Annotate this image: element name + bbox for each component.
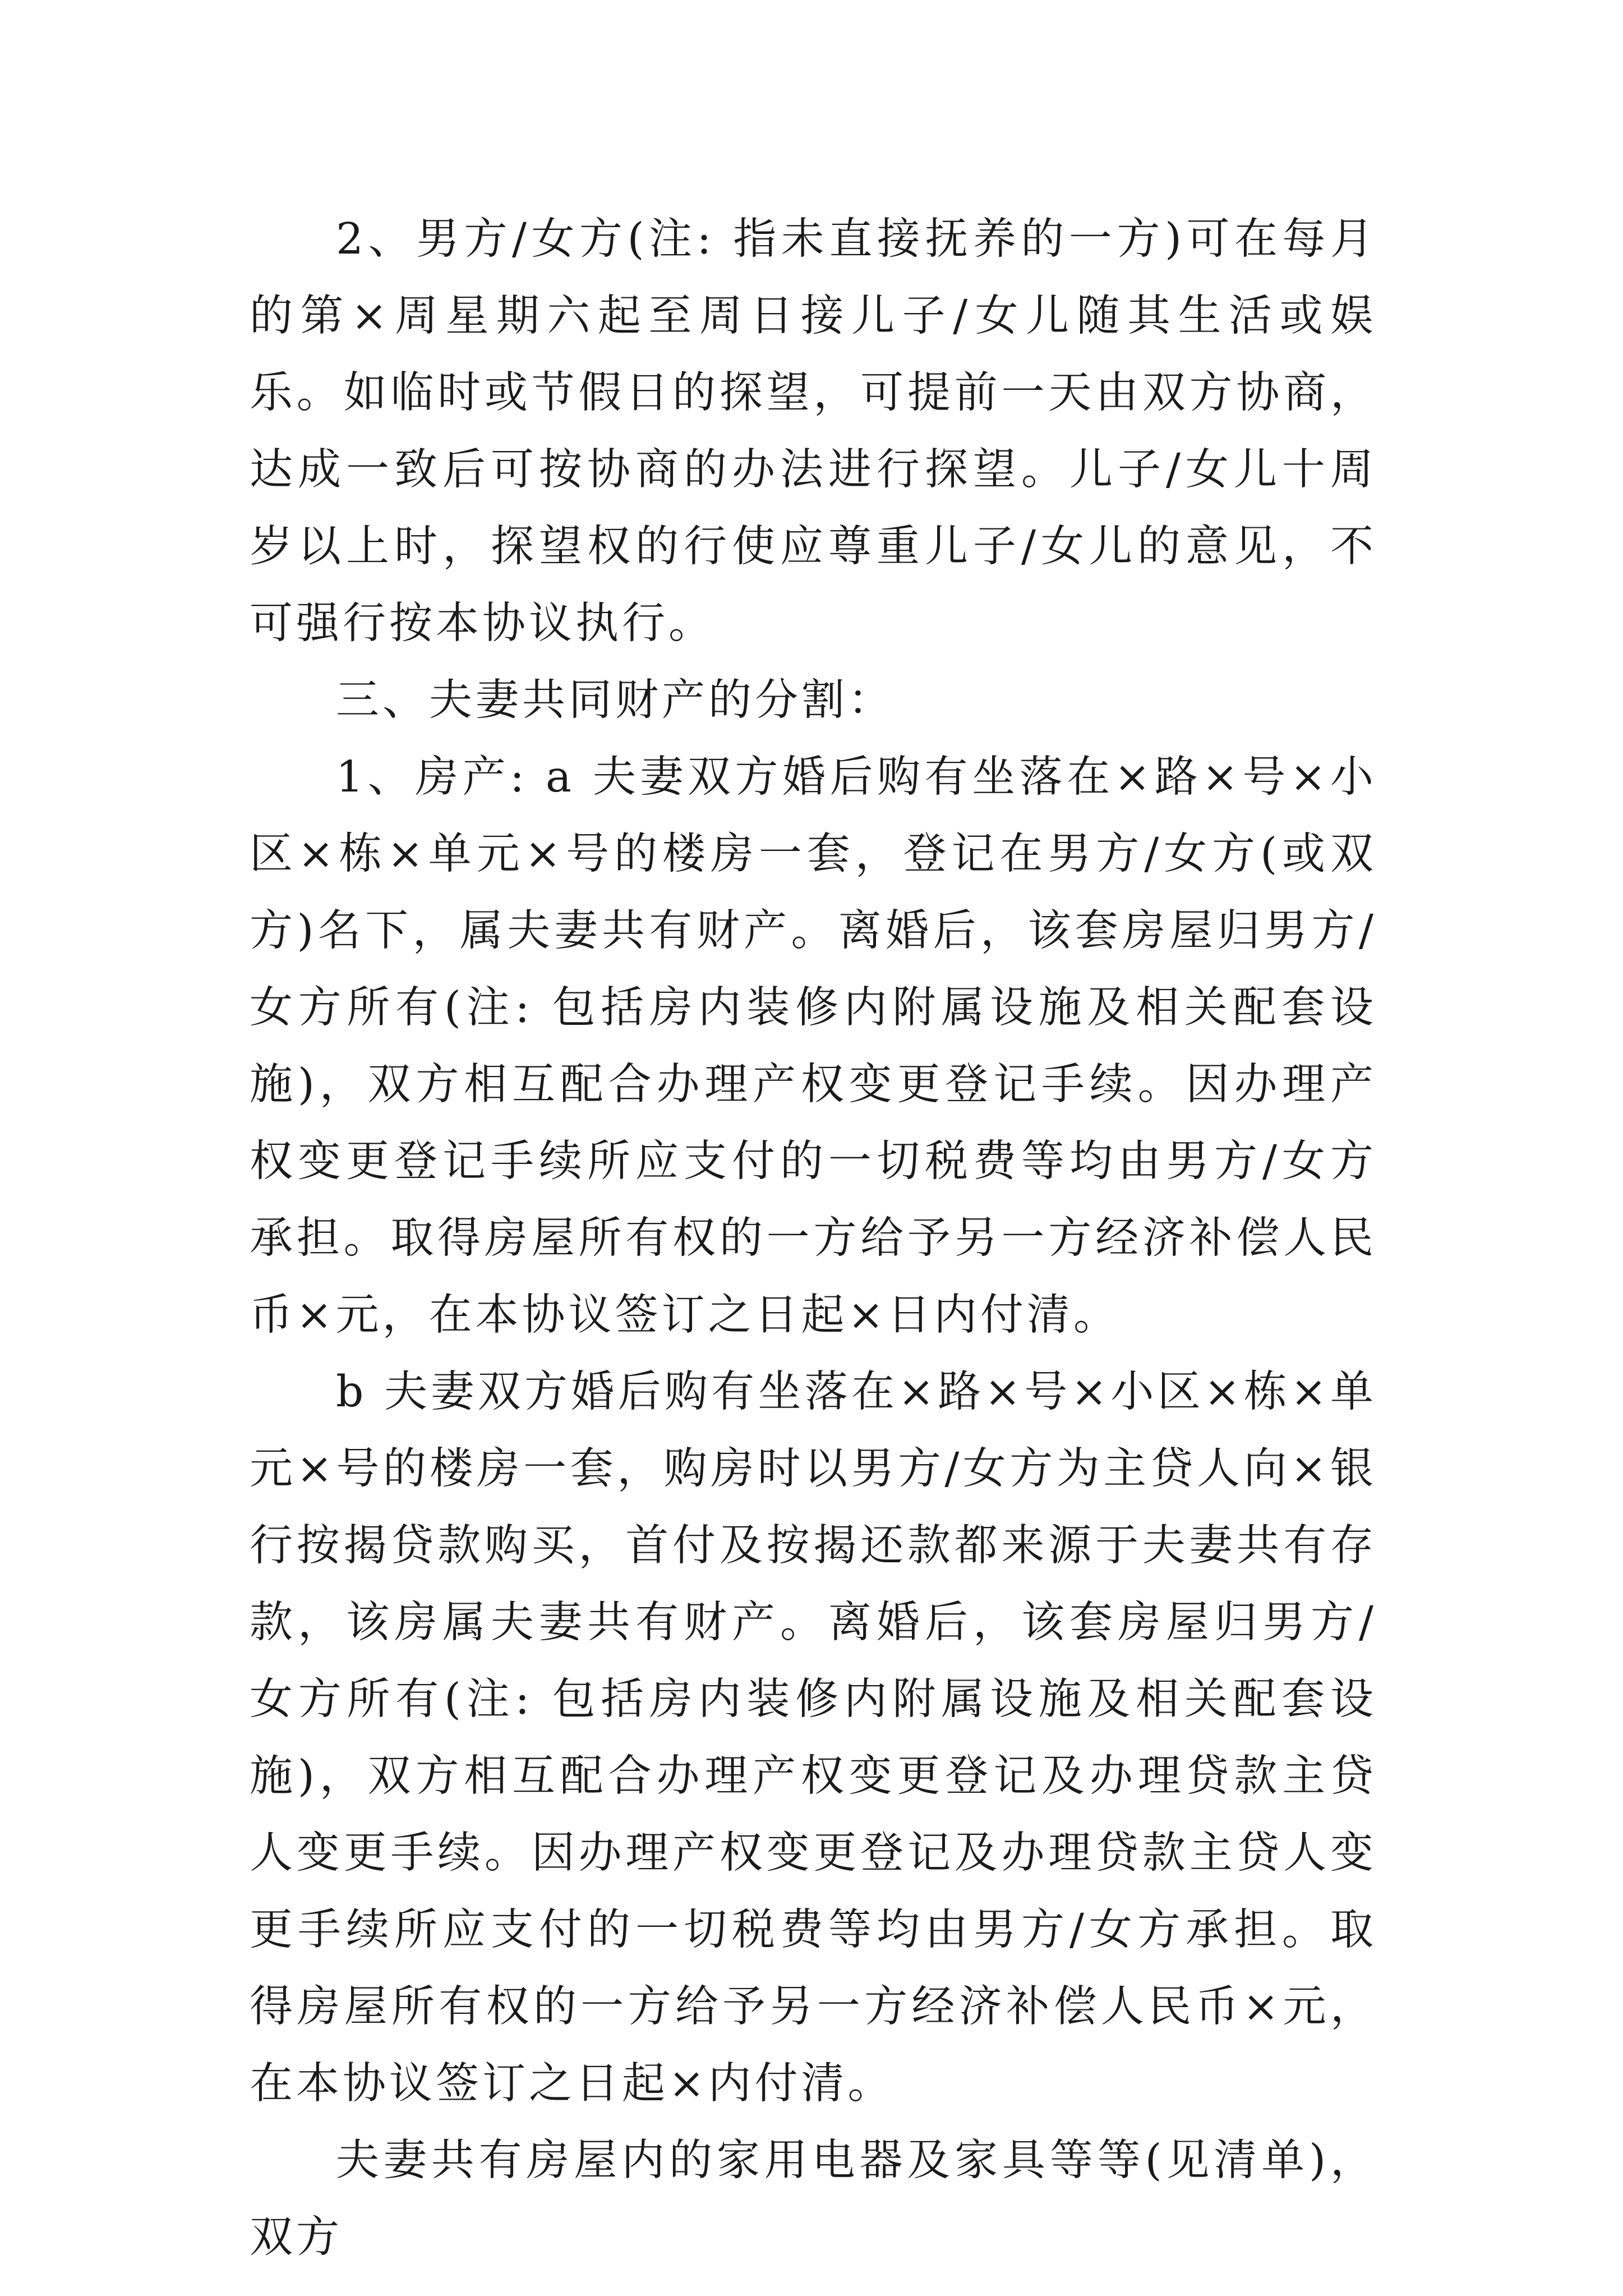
paragraph-visitation-rights: 2、男方/女方(注: 指未直接抚养的一方)可在每月的第×周星期六起至周日接儿子/女儿随其生活或娱乐。如临时或节假日的探望，可提前一天由双方协商，达成一致后可按协商的办法进行探望。儿子/女儿十周岁以上时，探望权的行使应尊重儿子/女儿的意见，不可强行按本协议执行。 [250,214,1377,648]
paragraph-real-estate-b: b 夫妻双方婚后购有坐落在×路×号×小区×栋×单元×号的楼房一套，购房时以男方/女方为主贷人向×银行按揭贷款购买，首付及按揭还款都来源于夫妻共有存款，该房属夫妻共有财产。离婚后，该套房屋归男方/女方所有(注: 包括房内装修内附属设施及相关配套设施)，双方相互配合办理产权变更登记及办理贷款主贷人变更手续。因办理产权变更登记及办理贷款主贷人变更手续所应支付的一切税费等均由男方/女方承担。取得房屋所有权的一方给予另一方经济补偿人民币×元，在本协议签订之日起×内付清。 [250,1367,1377,2109]
document-body [250,201,1377,2276]
paragraph-real-estate-a: 1、房产: a 夫妻双方婚后购有坐落在×路×号×小区×栋×单元×号的楼房一套，登记在男方/女方(或双方)名下，属夫妻共有财产。离婚后，该套房屋归男方/女方所有(注: 包括房内装修内附属设施及相关配套设施)，双方相互配合办理产权变更登记手续。因办理产权变更登记手续所应支付的一切税费等均由男方/女方承担。取得房屋所有权的一方给予另一方经济补偿人民币×元，在本协议签订之日起×日内付清。 [250,752,1377,1340]
section-heading-property-division: 三、夫妻共同财产的分割： [336,675,895,725]
paragraph-household-items: 夫妻共有房屋内的家用电器及家具等等(见清单)，双方 [250,2136,1377,2262]
